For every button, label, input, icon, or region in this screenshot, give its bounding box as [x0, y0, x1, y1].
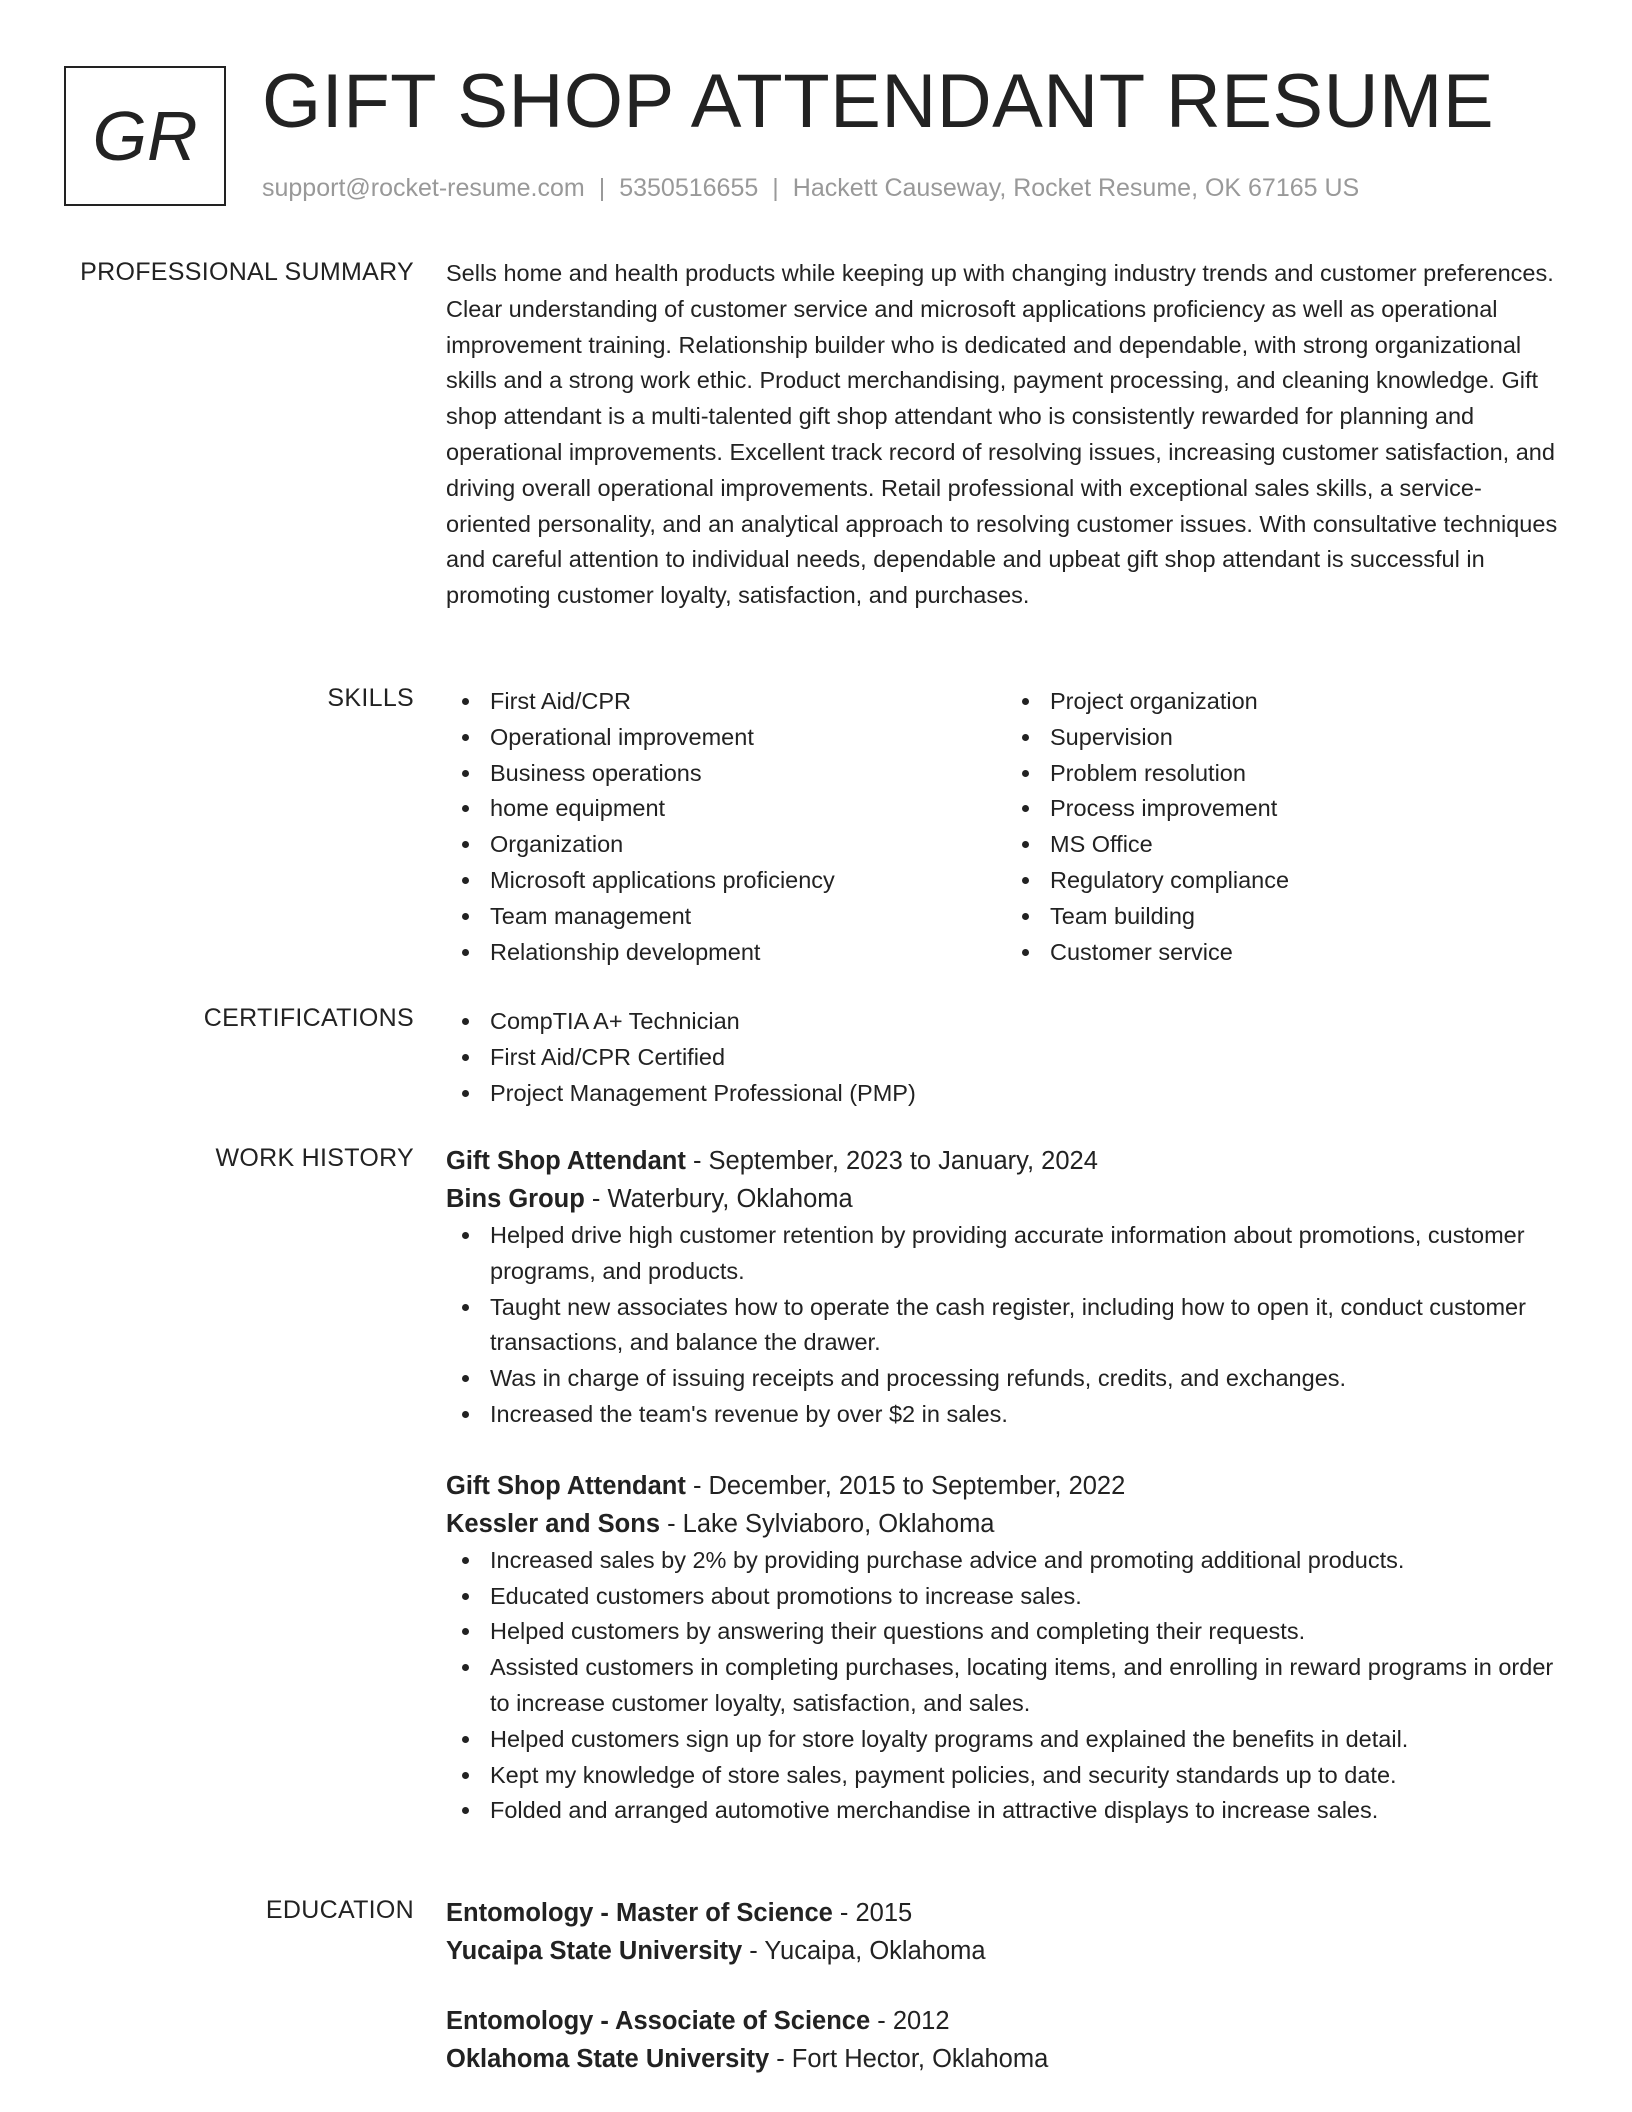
- education-school: Yucaipa State University: [446, 1937, 743, 1965]
- section-label-work-history: WORK HISTORY: [215, 1144, 414, 1172]
- education-degree: Entomology - Master of Science: [446, 1899, 833, 1927]
- skill-item: Team management: [490, 899, 1006, 935]
- skill-item: Customer service: [1050, 935, 1566, 971]
- job-duty-item: Taught new associates how to operate the cash register, including how to open it, conduct customer transactions, and balance the drawer.: [490, 1290, 1566, 1362]
- education-degree-line: [446, 1894, 1566, 1932]
- skill-item: home equipment: [490, 791, 1006, 827]
- education-entry: [446, 1894, 1566, 1970]
- section-label-certifications: CERTIFICATIONS: [203, 1004, 414, 1032]
- job-duty-item: Helped customers sign up for store loyalty programs and explained the benefits in detail.: [490, 1722, 1566, 1758]
- job-duties-list: [446, 1543, 1566, 1829]
- skill-item: Project organization: [1050, 684, 1566, 720]
- job-company-line: [446, 1180, 1566, 1218]
- skill-item: Microsoft applications proficiency: [490, 863, 1006, 899]
- skill-item: Supervision: [1050, 720, 1566, 756]
- education-location: - Yucaipa, Oklahoma: [742, 1937, 986, 1965]
- job-duty-item: Helped customers by answering their questions and completing their requests.: [490, 1614, 1566, 1650]
- job-title-line: [446, 1142, 1566, 1180]
- work-history-body: [446, 1142, 1566, 1829]
- summary-text: Sells home and health products while keeping up with changing industry trends and customer preferences. Clear understanding of customer service and microsoft applications proficiency as well as operational improvement training. Relationship builder who is dedicated and dependable, with strong organizational skills and a strong work ethic. Product merchandising, payment processing, and cleaning knowledge. Gift shop attendant is a multi-talented gift shop attendant who is consistently rewarded for planning and operational improvements. Excellent track record of resolving issues, increasing customer satisfaction, and driving overall operational improvements. Retail professional with exceptional sales skills, a service-oriented personality, and an analytical approach to resolving customer issues. With consultative techniques and careful attention to individual needs, dependable and upbeat gift shop attendant is successful in promoting customer loyalty, satisfaction, and purchases.: [446, 260, 1558, 609]
- certification-item: CompTIA A+ Technician: [490, 1004, 1566, 1040]
- skill-item: First Aid/CPR: [490, 684, 1006, 720]
- section-label-education: EDUCATION: [265, 1896, 414, 1924]
- skill-item: Relationship development: [490, 935, 1006, 971]
- job-company: Kessler and Sons: [446, 1509, 660, 1538]
- contact-separator: |: [772, 174, 779, 202]
- job-entry: [446, 1142, 1566, 1433]
- job-dates: - December, 2015 to September, 2022: [685, 1471, 1126, 1500]
- skill-item: Team building: [1050, 899, 1566, 935]
- certification-item: First Aid/CPR Certified: [490, 1040, 1566, 1076]
- skill-item: Business operations: [490, 756, 1006, 792]
- job-duty-item: Increased the team's revenue by over $2 in sales.: [490, 1397, 1566, 1433]
- contact-email[interactable]: support@rocket-resume.com: [262, 174, 585, 202]
- education-school-line: [446, 2040, 1566, 2078]
- education-school-line: [446, 1932, 1566, 1970]
- job-company: Bins Group: [446, 1185, 585, 1213]
- skill-item: Regulatory compliance: [1050, 863, 1566, 899]
- education-degree: Entomology - Associate of Science: [446, 2007, 871, 2035]
- education-body: [446, 1894, 1566, 2078]
- job-entry: [446, 1467, 1566, 1829]
- education-year: - 2015: [832, 1899, 913, 1927]
- job-location: - Waterbury, Oklahoma: [584, 1185, 853, 1213]
- job-duty-item: Assisted customers in completing purchases, locating items, and enrolling in reward programs in order to increase customer loyalty, satisfaction, and sales.: [490, 1650, 1566, 1722]
- job-title: Gift Shop Attendant: [446, 1147, 686, 1175]
- skill-item: Organization: [490, 827, 1006, 863]
- education-school: Oklahoma State University: [446, 2045, 770, 2073]
- section-label-skills: SKILLS: [327, 684, 414, 712]
- certification-item: Project Management Professional (PMP): [490, 1076, 1566, 1112]
- job-title-line: [446, 1467, 1566, 1505]
- section-label-summary: PROFESSIONAL SUMMARY: [80, 258, 414, 286]
- education-year: - 2012: [870, 2007, 950, 2035]
- job-duty-item: Kept my knowledge of store sales, payment policies, and security standards up to date.: [490, 1758, 1566, 1794]
- job-duty-item: Increased sales by 2% by providing purchase advice and promoting additional products.: [490, 1543, 1566, 1579]
- education-entry: [446, 2002, 1566, 2078]
- skill-item: Problem resolution: [1050, 756, 1566, 792]
- resume-title: GIFT SHOP ATTENDANT RESUME: [262, 59, 1495, 144]
- skills-list-right: [1006, 684, 1566, 970]
- contact-separator: |: [598, 174, 606, 202]
- certifications-body: [446, 1004, 1566, 1111]
- job-location: - Lake Sylviaboro, Oklahoma: [660, 1509, 995, 1538]
- skill-item: Operational improvement: [490, 720, 1006, 756]
- job-title: Gift Shop Attendant: [446, 1471, 686, 1500]
- education-degree-line: [446, 2002, 1566, 2040]
- skill-item: MS Office: [1050, 827, 1566, 863]
- job-duty-item: Helped drive high customer retention by providing accurate information about promotions, customer programs, and products.: [490, 1218, 1566, 1290]
- summary-body: [446, 258, 1566, 616]
- skills-columns: [446, 684, 1566, 970]
- job-duties-list: [446, 1218, 1566, 1433]
- certifications-list: [446, 1004, 1566, 1111]
- monogram-logo: GR: [64, 66, 226, 206]
- job-dates: - September, 2023 to January, 2024: [685, 1147, 1098, 1175]
- job-duty-item: Folded and arranged automotive merchandise in attractive displays to increase sales.: [490, 1793, 1566, 1829]
- education-location: - Fort Hector, Oklahoma: [769, 2045, 1049, 2073]
- job-duty-item: Was in charge of issuing receipts and processing refunds, credits, and exchanges.: [490, 1361, 1566, 1397]
- contact-address: Hackett Causeway, Rocket Resume, OK 67165 US: [792, 174, 1360, 202]
- job-company-line: [446, 1505, 1566, 1543]
- skills-list-left: [446, 684, 1006, 970]
- job-duty-item: Educated customers about promotions to increase sales.: [490, 1579, 1566, 1615]
- contact-phone[interactable]: 5350516655: [619, 174, 759, 202]
- skill-item: Process improvement: [1050, 791, 1566, 827]
- contact-line: [262, 174, 1359, 203]
